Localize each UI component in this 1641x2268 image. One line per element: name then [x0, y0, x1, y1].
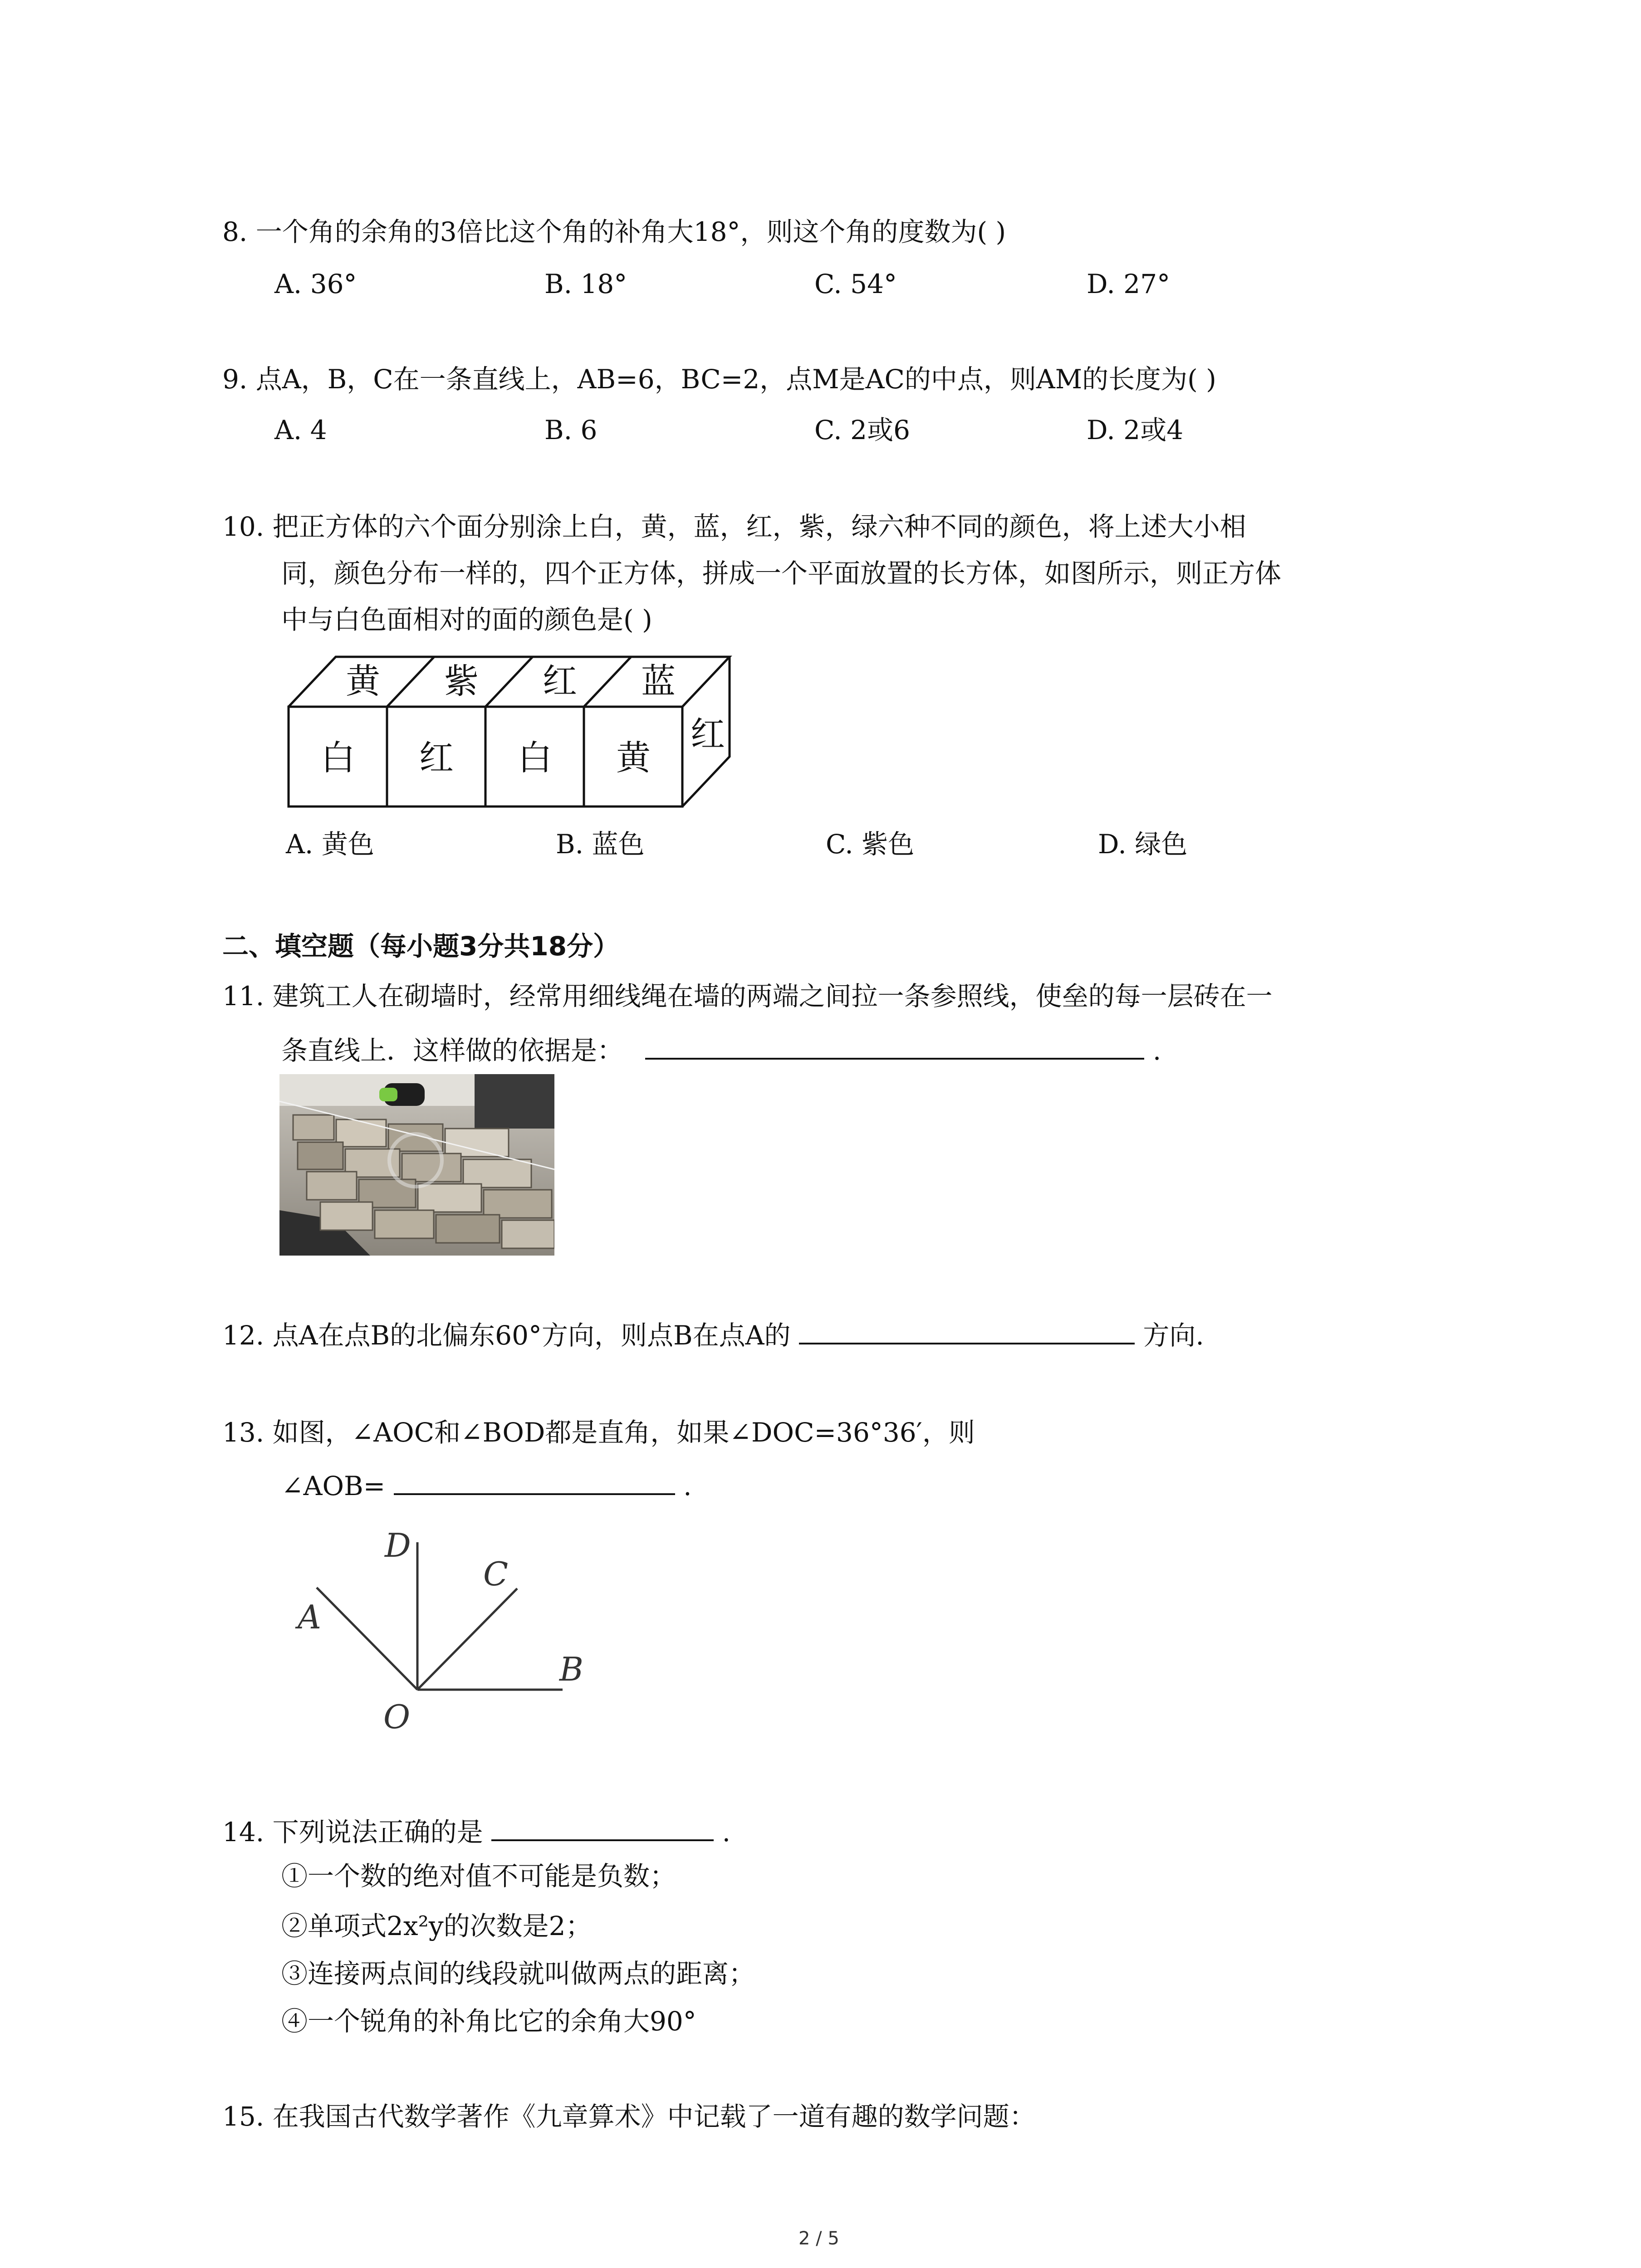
q14-answer-blank[interactable]: [491, 1812, 714, 1841]
front-face-3: 白: [518, 738, 552, 778]
q15-line: 15. 在我国古代数学著作《九章算术》中记载了一道有趣的数学问题：: [222, 2101, 1036, 2132]
q11-line-2-text: 条直线上．这样做的依据是：: [281, 1035, 624, 1066]
q10-option-a: A. 黄色: [286, 829, 374, 860]
q8-option-a: A. 36°: [274, 269, 357, 299]
q10-line-2: 同，颜色分布一样的，四个正方体，拼成一个平面放置的长方体，如图所示，则正方体: [281, 558, 1282, 589]
top-face-1: 黄: [346, 661, 380, 701]
front-face-4: 黄: [616, 738, 651, 778]
q10-option-c: C. 紫色: [826, 829, 915, 860]
q8-option-d: D. 27°: [1087, 269, 1171, 299]
cube-row-figure: [286, 653, 758, 812]
top-face-2: 紫: [444, 661, 479, 701]
q10-line-1: 10. 把正方体的六个面分别涂上白，黄，蓝，红，紫，绿六种不同的颜色，将上述大小相: [222, 511, 1246, 542]
q9-stem: 9. 点A，B，C在一条直线上，AB=6，BC=2，点M是AC的中点，则AM的长度为( ): [222, 364, 1216, 395]
q11-line-2: [281, 1031, 1161, 1067]
q11-answer-blank[interactable]: [645, 1031, 1144, 1060]
q13-line-2: [281, 1466, 692, 1503]
q13-answer-blank[interactable]: [394, 1466, 675, 1495]
q8-stem: 8. 一个角的余角的3倍比这个角的补角大18°，则这个角的度数为( ): [222, 216, 1006, 247]
q12-line: [222, 1315, 1204, 1352]
front-face-2: 红: [419, 738, 454, 778]
q12-answer-blank[interactable]: [799, 1315, 1135, 1344]
label-b: B: [559, 1650, 583, 1688]
top-face-3: 红: [543, 661, 577, 701]
label-o: O: [383, 1698, 411, 1736]
q11-end: .: [1152, 1035, 1161, 1066]
q10-option-d: D. 绿色: [1098, 829, 1188, 860]
q9-option-c: C. 2或6: [814, 415, 910, 445]
q9-option-b: B. 6: [544, 415, 598, 445]
q14-stem-line: [222, 1812, 730, 1849]
label-d: D: [385, 1526, 411, 1564]
label-c: C: [483, 1555, 509, 1593]
angle-figure: [281, 1515, 608, 1742]
q10-line-3: 中与白色面相对的面的颜色是( ): [281, 604, 652, 635]
side-face: 红: [691, 714, 725, 754]
q14-end: .: [722, 1817, 730, 1848]
top-face-4: 蓝: [641, 661, 676, 701]
q13-end: .: [683, 1471, 692, 1501]
q9-option-d: D. 2或4: [1087, 415, 1184, 445]
q14-item-4: ④一个锐角的补角比它的余角大90°: [281, 2006, 696, 2037]
q14-item-2: ②单项式2x²y的次数是2；: [281, 1911, 592, 1941]
q12-text: 12. 点A在点B的北偏东60°方向，则点B在点A的: [222, 1320, 791, 1351]
q12-end: 方向.: [1143, 1320, 1204, 1351]
q14-stem: 14. 下列说法正确的是: [222, 1817, 483, 1848]
q11-line-1: 11. 建筑工人在砌墙时，经常用细线绳在墙的两端之间拉一条参照线，使垒的每一层砖在一: [222, 981, 1273, 1012]
q14-item-3: ③连接两点间的线段就叫做两点的距离；: [281, 1958, 755, 1989]
front-face-1: 白: [321, 738, 355, 778]
q8-option-c: C. 54°: [814, 269, 897, 299]
page-number: 2 / 5: [798, 2228, 839, 2249]
q13-line-2-text: ∠AOB=: [281, 1471, 386, 1501]
q8-option-b: B. 18°: [544, 269, 627, 299]
q9-option-a: A. 4: [274, 415, 327, 445]
q14-item-1: ①一个数的绝对值不可能是负数；: [281, 1861, 676, 1892]
label-a: A: [298, 1598, 321, 1636]
q13-line-1: 13. 如图，∠AOC和∠BOD都是直角，如果∠DOC=36°36′，则: [222, 1417, 975, 1448]
bricklaying-photo: [279, 1074, 554, 1256]
section-2-heading: 二、填空题（每小题3分共18分）: [222, 931, 620, 962]
q10-option-b: B. 蓝色: [556, 829, 645, 860]
